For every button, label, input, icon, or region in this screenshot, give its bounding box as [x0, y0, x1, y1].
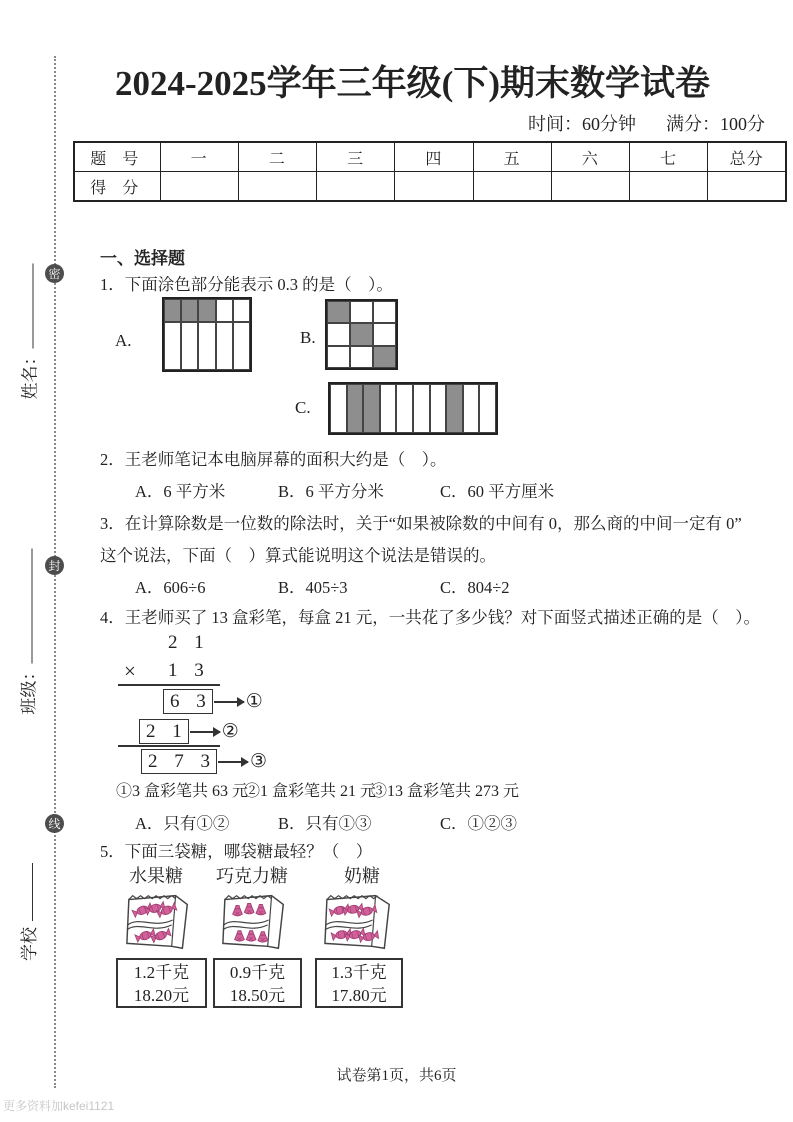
bag-2-weight: 0.9千克: [229, 963, 286, 982]
section-title: 一、选择题: [100, 249, 185, 268]
q3-option-a: A．606÷6: [135, 578, 206, 597]
score-cell: [473, 172, 551, 202]
arrow-icon: [190, 731, 220, 733]
grid-cell: [347, 384, 364, 433]
score-col-2: 二: [238, 142, 316, 172]
score-cell: [551, 172, 629, 202]
bag-2-price: 18.50元: [229, 986, 286, 1005]
bag-3-name: 奶糖: [344, 866, 380, 886]
grid-cell: [181, 299, 198, 322]
arrow-icon: [218, 761, 248, 763]
grid-cell: [413, 384, 430, 433]
class-blank-line: [21, 549, 32, 664]
score-col-5: 五: [473, 142, 551, 172]
score-col-3: 三: [317, 142, 395, 172]
score-cell: [317, 172, 395, 202]
q2-option-a: A．6 平方米: [135, 482, 226, 501]
multiplicand: 2 1: [168, 632, 204, 653]
question-3-line2: 这个说法，下面（ ）算式能说明这个说法是错误的。: [100, 546, 496, 565]
q3-option-c: C．804÷2: [440, 578, 510, 597]
figure-a-label: A.: [115, 331, 132, 350]
grid-cell: [198, 322, 215, 370]
grid-cell: [327, 301, 350, 323]
grid-cell: [373, 346, 396, 368]
score-col-7: 七: [630, 142, 708, 172]
partial-product-1-box: 6 3: [163, 689, 213, 714]
arrow-icon: [214, 701, 244, 703]
milk-candy-bag-illustration: [316, 884, 404, 958]
q4-option-c: C．①②③: [440, 814, 518, 833]
grid-cell: [350, 346, 373, 368]
partial-product-2-row: [139, 719, 239, 744]
bag-1-info-box: [116, 958, 207, 1008]
exam-title: 2024-2025学年三年级(下)期末数学试卷: [115, 64, 710, 103]
seal-char-xian: 线: [45, 814, 64, 833]
partial-product-2-box: 2 1: [139, 719, 189, 744]
figure-c-grid: [328, 382, 498, 435]
times-sign: ×: [124, 659, 136, 683]
grid-cell: [233, 299, 250, 322]
time-limit: 时间：60分钟: [528, 114, 636, 134]
grid-cell: [233, 322, 250, 370]
grid-cell: [198, 299, 215, 322]
watermark-text: 更多资料加kefei1121: [3, 1099, 115, 1113]
bag-1-name: 水果糖: [129, 866, 183, 886]
name-blank-line: [22, 264, 33, 349]
class-label: 班级：: [19, 663, 38, 715]
grid-cell: [327, 323, 350, 345]
multiplication-rule-line: [118, 684, 220, 686]
score-cell: [630, 172, 708, 202]
bag-3-weight: 1.3千克: [331, 963, 387, 982]
grid-cell: [396, 384, 413, 433]
bag-3-info-box: [315, 958, 403, 1008]
bag-2-info-box: [213, 958, 302, 1008]
full-score: 满分：100分: [666, 114, 765, 134]
score-cell: [708, 172, 786, 202]
figure-b-label: B.: [300, 328, 316, 347]
grid-cell: [330, 384, 347, 433]
bag-1-weight: 1.2千克: [133, 963, 190, 982]
grid-cell: [327, 346, 350, 368]
q4-note-1: ①3 盒彩笔共 63 元: [116, 783, 249, 800]
grid-cell: [363, 384, 380, 433]
score-table-corner: 题 号: [74, 142, 160, 172]
score-col-total: 总分: [708, 142, 786, 172]
question-2-text: 2．王老师笔记本电脑屏幕的面积大约是（ ）。: [100, 450, 447, 469]
figure-a-grid: [162, 297, 252, 372]
product-box: 2 7 3: [141, 749, 217, 774]
score-cell: [238, 172, 316, 202]
school-label: 学校: [19, 927, 39, 961]
name-label: 姓名：: [20, 348, 39, 400]
grid-cell: [350, 323, 373, 345]
tag-3: ③: [250, 751, 268, 772]
grid-cell: [164, 299, 181, 322]
score-col-4: 四: [395, 142, 473, 172]
q4-note-3: ③13 盒彩笔共 273 元: [371, 783, 520, 800]
grid-cell: [380, 384, 397, 433]
q4-option-a: A．只有①②: [135, 814, 230, 833]
figure-c-label: C.: [295, 398, 311, 417]
q3-option-b: B．405÷3: [278, 578, 348, 597]
multiplier: 1 3: [168, 660, 204, 681]
school-field: [14, 851, 40, 961]
bag-1-price: 18.20元: [133, 986, 190, 1005]
score-cell: [160, 172, 238, 202]
grid-cell: [373, 323, 396, 345]
grid-cell: [216, 299, 233, 322]
score-table: [73, 141, 787, 202]
score-cell: [395, 172, 473, 202]
grid-cell: [479, 384, 496, 433]
partial-product-1-row: [163, 689, 263, 714]
fruit-candy-bag-illustration: [118, 884, 202, 958]
grid-cell: [463, 384, 480, 433]
question-4-text: 4．王老师买了 13 盒彩笔，每盒 21 元，一共花了多少钱？对下面竖式描述正确的是（ ）。: [100, 608, 760, 627]
seal-char-mi: 密: [45, 264, 64, 283]
question-1-text: 1．下面涂色部分能表示 0.3 的是（ ）。: [100, 275, 393, 294]
class-field: [14, 530, 40, 715]
grid-cell: [181, 322, 198, 370]
chocolate-candy-bag-illustration: [214, 884, 298, 958]
score-row-label: 得 分: [74, 172, 160, 202]
figure-b-grid: [325, 299, 398, 370]
grid-cell: [350, 301, 373, 323]
exam-meta: [528, 110, 765, 136]
q2-option-c: C．60 平方厘米: [440, 482, 555, 501]
tag-1: ①: [245, 691, 263, 712]
score-table-score-row: [74, 172, 786, 202]
page-number: 试卷第1页，共6页: [336, 1068, 457, 1084]
q4-option-b: B．只有①③: [278, 814, 372, 833]
grid-cell: [430, 384, 447, 433]
bag-2-name: 巧克力糖: [216, 866, 288, 886]
product-row: [141, 749, 267, 774]
tag-2: ②: [221, 721, 239, 742]
multiplication-rule-line: [118, 745, 220, 747]
question-5-text: 5．下面三袋糖，哪袋糖最轻？（ ）: [100, 842, 373, 861]
grid-cell: [446, 384, 463, 433]
score-table-header-row: [74, 142, 786, 172]
score-col-6: 六: [551, 142, 629, 172]
q4-note-2: ②1 盒彩笔共 21 元: [244, 783, 377, 800]
grid-cell: [164, 322, 181, 370]
score-col-1: 一: [160, 142, 238, 172]
bag-3-price: 17.80元: [331, 986, 387, 1005]
q2-option-b: B．6 平方分米: [278, 482, 384, 501]
seal-char-feng: 封: [45, 556, 64, 575]
question-3-line1: 3．在计算除数是一位数的除法时，关于“如果被除数的中间有 0，那么商的中间一定有 0”: [100, 514, 742, 533]
name-field: [15, 245, 41, 400]
grid-cell: [373, 301, 396, 323]
vertical-multiplication: [118, 632, 293, 772]
grid-cell: [216, 322, 233, 370]
school-blank-line: [22, 863, 33, 921]
